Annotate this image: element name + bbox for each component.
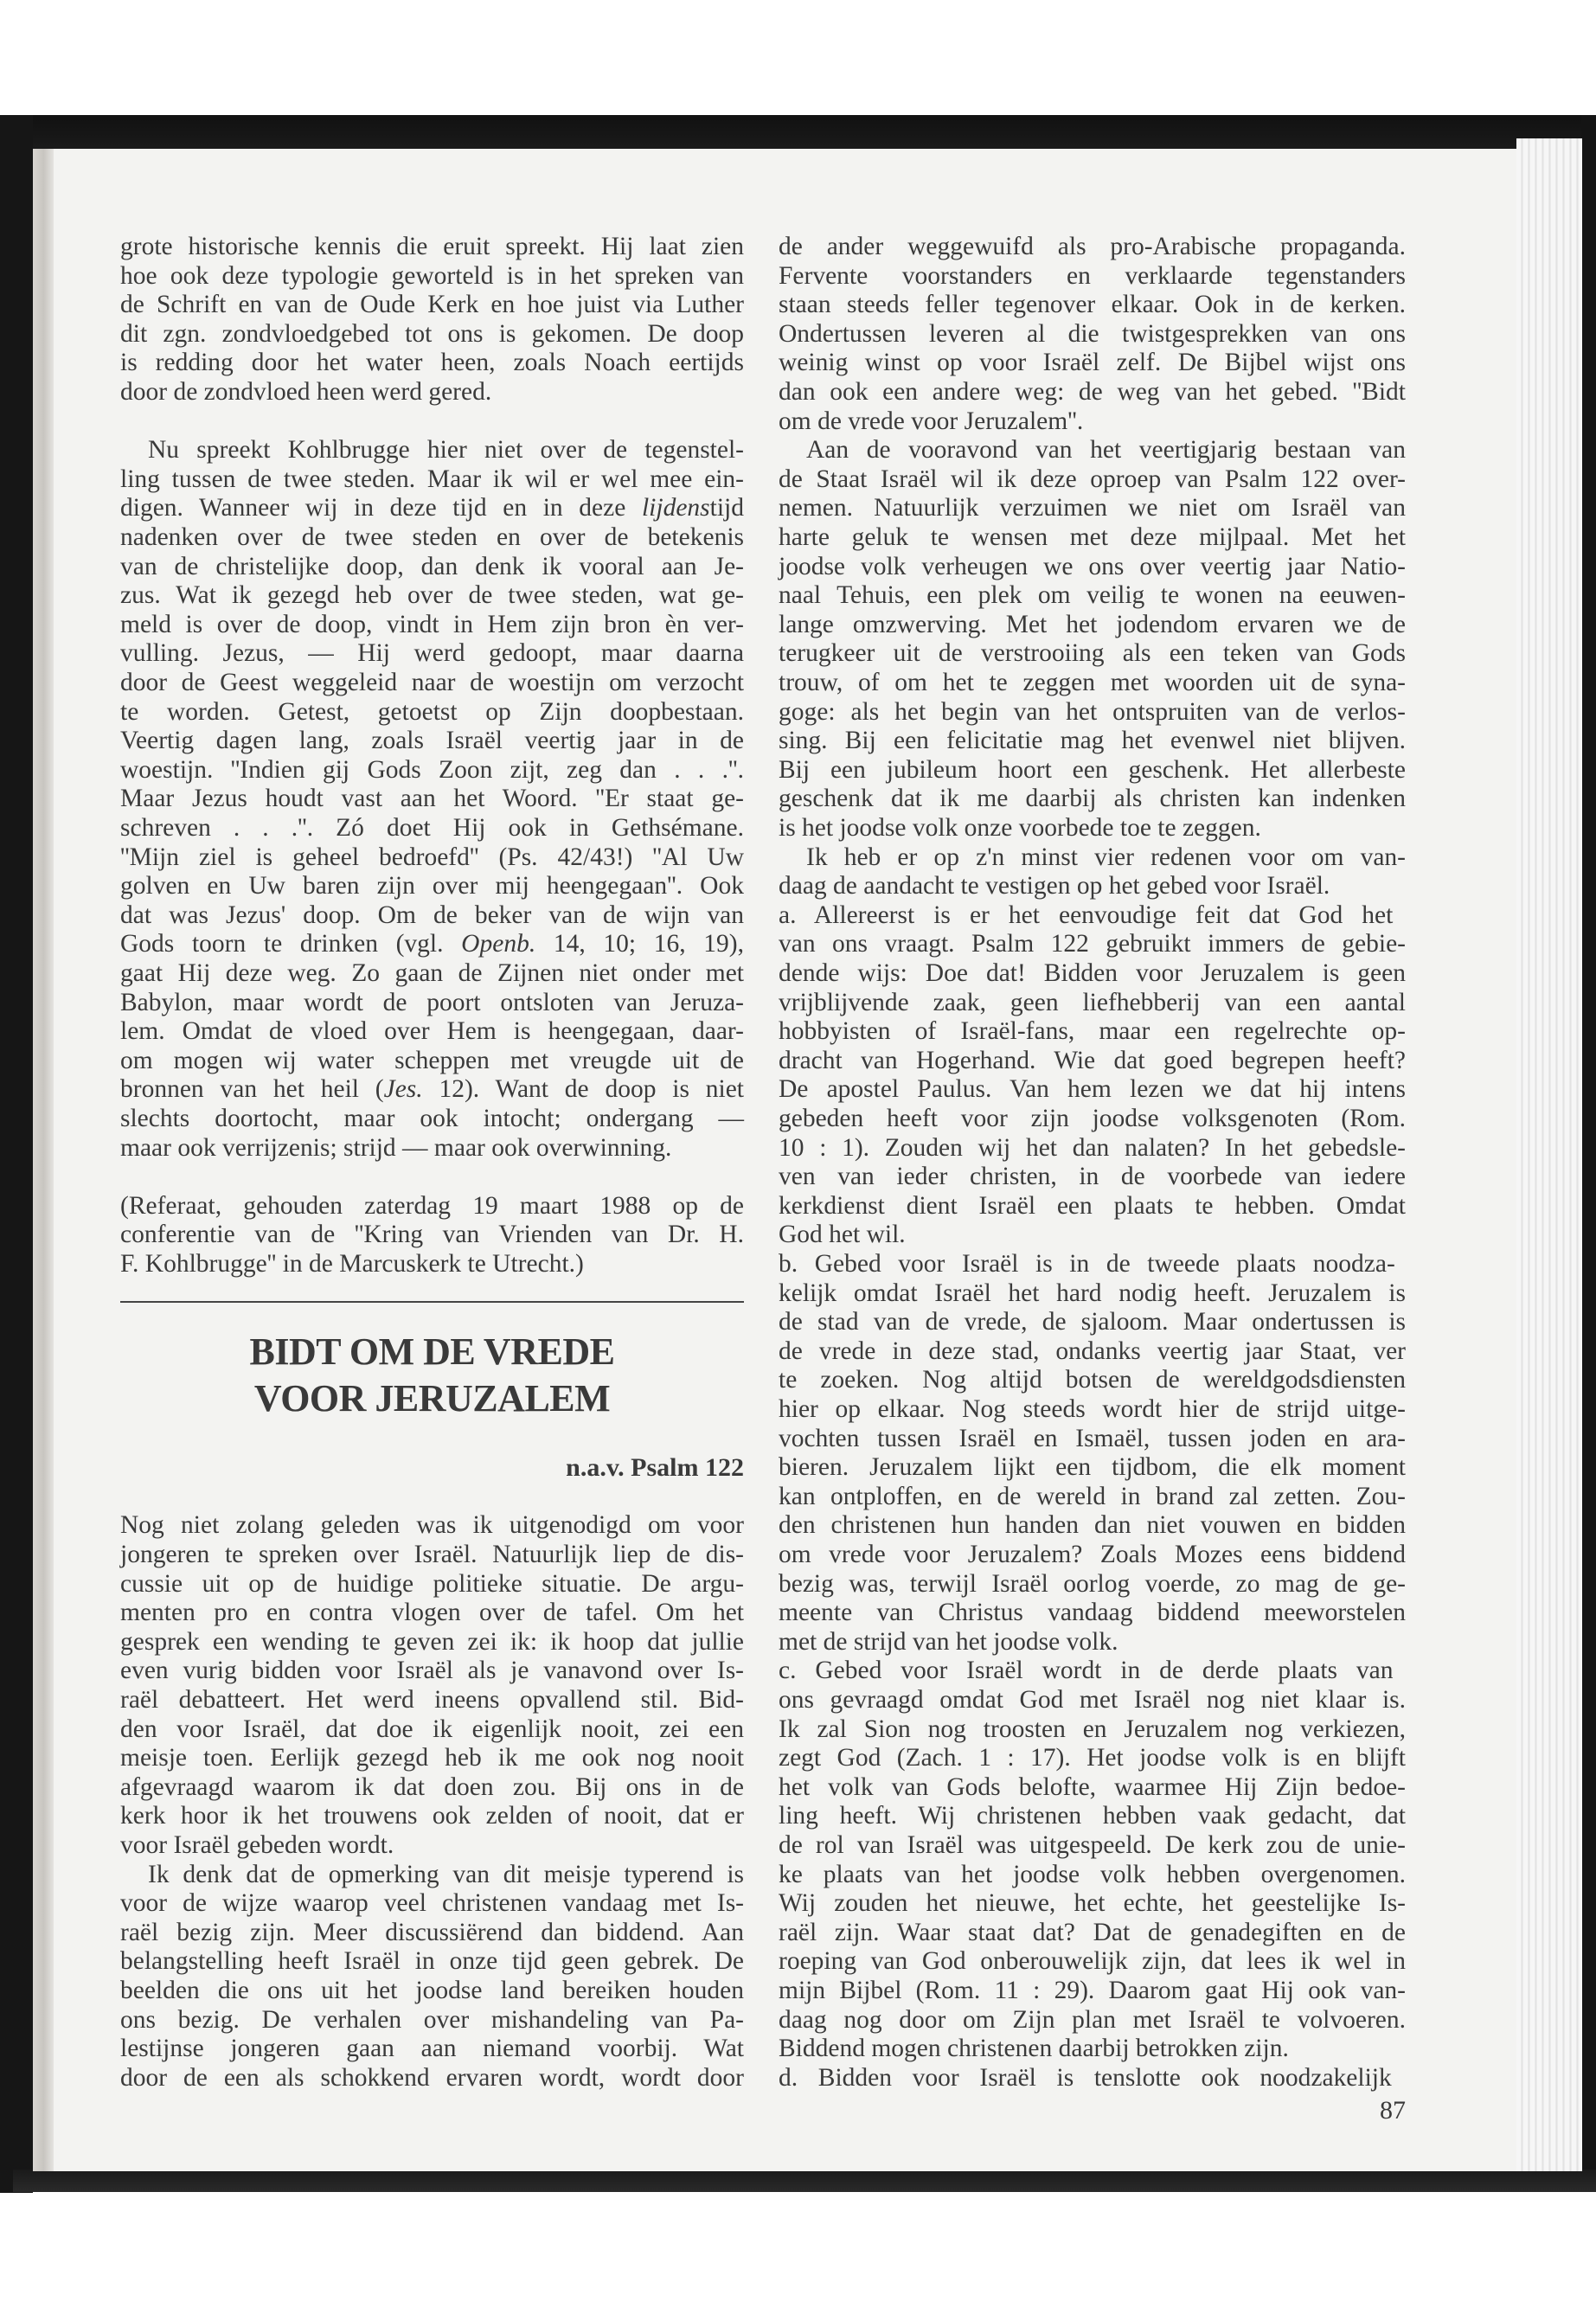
text-line [120,1540,744,1569]
text-line [120,1046,744,1075]
line-text: cussie uit op de huidige politieke situatie. De argu- [120,1569,744,1598]
text-line [120,1627,744,1657]
text-line [779,2005,1406,2035]
text-line [120,465,744,494]
line-text: Ik heb er op z'n minst vier redenen voor om van- [806,843,1406,871]
text-line [779,1772,1406,1802]
text-line [779,1685,1406,1715]
line-text: door de Geest weggeleid naar de woestijn om verzocht [120,669,744,696]
text-line [779,1510,1406,1540]
line-text: vrijblijvende zaak, geen liefhebberij van een aantal [779,988,1406,1016]
text-line [120,1801,744,1830]
line-text: harte geluk te wensen met deze mijlpaal. Met het [779,523,1406,551]
text-line [120,1220,744,1249]
line-text: kan ontploffen, en de wereld in brand zal zetten. Zou- [779,1482,1406,1510]
line-text: staan steeds feller tegenover elkaar. Ook in de kerken. [779,291,1406,319]
text-line [120,1743,744,1772]
line-text: de rol van Israël was uitgespeeld. De kerk zou de unie- [779,1831,1406,1859]
line-text: even vurig bidden voor Israël als je vanavond over Is- [120,1657,744,1685]
line-text: nadenken over de twee steden en over de betekenis [120,523,744,551]
line-text: Nu spreekt Kohlbrugge hier niet over de tegenstel- [148,436,744,465]
text-line [779,377,1406,407]
text-line [120,1104,744,1133]
text-line [779,493,1406,522]
text-line [779,348,1406,377]
text-line [120,552,744,581]
line-text: Ik denk dat de opmerking van dit meisje typerend is [148,1860,744,1888]
text-line [779,1715,1406,1744]
text-line [120,843,744,872]
text-line [779,755,1406,785]
text-line [779,2034,1406,2063]
text-line [779,668,1406,697]
line-text: kelijk omdat Israël het hard nodig heeft. Jeruzalem is [779,1279,1406,1307]
line-text: ven van ieder christen, in de voorbede van iedere [779,1163,1406,1191]
text-line [779,901,1406,930]
line-text: meisje toen. Eerlijk gezegd heb ik me ook nog nooit [120,1744,744,1772]
text-line [779,1307,1406,1336]
text-line [120,1510,744,1540]
text-line [120,1685,744,1715]
line-text: kerk hoor ik het trouwens ook zelden of nooit, dat er [120,1802,744,1830]
line-text: Babylon, maar wordt de poort ontsloten van Jeruza- [120,988,744,1016]
article-title-line-1: BIDT OM DE VREDE [249,1330,615,1373]
text-line [779,1801,1406,1830]
text-line [779,1394,1406,1424]
text-line [779,610,1406,639]
line-text: om mogen wij water scheppen met vreugde uit de [120,1046,744,1074]
line-text: om vrede voor Jeruzalem? Zoals Mozes eens biddend [779,1541,1406,1568]
line-text: woestijn. ''Indien gij Gods Zoon zijt, zeg dan . . .''. [120,755,744,784]
text-line [120,1976,744,2005]
text-line [120,958,744,988]
text-line [779,552,1406,581]
text-line [779,465,1406,494]
line-text: de Staat Israël wil ik deze oproep van Psalm 122 over- [779,465,1406,493]
line-text: Ondertussen leveren al die twistgesprekken van ons [779,319,1406,348]
text-line [120,348,744,377]
text-line [779,319,1406,349]
text-line [779,1336,1406,1366]
line-text: door de een als schokkend ervaren wordt, wordt door [120,2063,744,2092]
text-line [120,1249,744,1279]
section-divider [120,1301,744,1303]
text-line [779,261,1406,291]
line-text: Aan de vooravond van het veertigjarig bestaan van [806,436,1406,465]
page-number: 87 [1380,2096,1406,2125]
line-text: roeping van God onberouwelijk zijn, dat lees ik wel in [779,1947,1406,1976]
book-gutter [33,149,54,2171]
line-text: God het wil. [779,1221,906,1249]
line-text: hobbyisten of Israël-fans, maar een regelrechte op- [779,1017,1406,1046]
text-line [120,1946,744,1976]
line-text: terugkeer uit de verstrooiing als een teken van Gods [779,639,1406,668]
line-text: ke plaats van het joodse volk hebben overgenomen. [779,1860,1406,1888]
line-text: conferentie van de ''Kring van Vrienden van Dr. H. [120,1221,744,1249]
text-line [120,319,744,349]
text-line [779,1046,1406,1075]
line-text: voor de wijze waarop veel christenen vandaag met Is- [120,1889,744,1918]
line-text: te worden. Getest, getoetst op Zijn doopbestaan. [120,697,744,726]
line-text: ''Mijn ziel is geheel bedroefd'' (Ps. 42/43!) ''Al Uw [120,843,744,871]
line-text: F. Kohlbrugge'' in de Marcuskerk te Utrecht.) [120,1250,584,1278]
text-line [120,2063,744,2093]
line-text: raël zijn. Waar staat dat? Dat de genadegiften en de [779,1918,1406,1946]
text-line [779,726,1406,755]
text-line [779,1569,1406,1599]
text-line [779,1627,1406,1657]
line-text: ling heeft. Wij christenen hebben vaak gedacht, dat [779,1802,1406,1830]
line-text: afgevraagd waarom ik dat doen zou. Bij ons in de [120,1772,744,1801]
text-line [779,1860,1406,1889]
line-text: bezig was, terwijl Israël oorlog voerde, zo mag de ge- [779,1569,1406,1598]
text-line [120,1016,744,1046]
line-text: b. Gebed voor Israël is in de tweede plaats noodza- [779,1250,1395,1278]
text-line [120,1918,744,1947]
line-text: is redding door het water heen, zoals Noach eertijds [120,349,744,377]
line-text: gaat Hij deze weg. Zo gaan de Zijnen niet onder met [120,959,744,987]
line-text: gesprek een wending te geven zei ik: ik hoop dat jullie [120,1627,744,1656]
text-line [779,1976,1406,2005]
line-text [120,494,744,522]
text-line [779,1279,1406,1308]
text-line [120,522,744,552]
line-text: grote historische kennis die eruit spreekt. Hij laat zien [120,233,744,260]
line-text: met de strijd van het joodse volk. [779,1627,1118,1656]
text-line [779,232,1406,261]
text-line [779,1191,1406,1221]
line-text: ons bezig. De verhalen over mishandeling van Pa- [120,2005,744,2034]
text-line [779,1743,1406,1772]
line-text: hoe ook deze typologie geworteld is in het spreken van [120,261,744,290]
line-text: de stad van de vrede, de sjaloom. Maar ondertussen is [779,1308,1406,1336]
line-text: Veertig dagen lang, zoals Israël veertig jaar in de [120,727,744,755]
text-line [120,929,744,958]
text-segment: bronnen van het heil ( [120,1075,384,1104]
article-title-line-2: VOOR JERUZALEM [253,1377,611,1420]
text-line [120,1133,744,1163]
text-segment: digen. Wanneer wij in deze tijd en in deze [120,494,642,522]
text-line [120,1888,744,1918]
line-text: a. Allereerst is er het eenvoudige feit dat God het [779,901,1394,929]
text-line [779,1452,1406,1482]
text-line [120,871,744,901]
text-line [120,580,744,610]
text-line [120,668,744,697]
line-text: door de zondvloed heen werd gered. [120,378,492,406]
text-line [120,1715,744,1744]
text-line [120,697,744,727]
line-text: raël bezig zijn. Meer discussiërend dan biddend. Aan [120,1918,744,1946]
italic-text: lijdens [641,494,710,522]
italic-text: Openb. [461,930,536,958]
line-text: Wij zouden het nieuwe, het echte, het geestelijke Is- [779,1889,1406,1918]
line-text: joodse volk verheugen we ons over veertig jaar Natio- [779,552,1406,580]
text-line [148,435,744,465]
line-text: dat was Jezus' doop. Om de beker van de wijn van [120,901,744,929]
line-text: den voor Israël, dat doe ik eigenlijk nooit, zei een [120,1715,744,1743]
scan-border-left [0,115,33,2193]
line-text: zus. Wat ik gezegd heb over de twee steden, wat ge- [120,581,744,610]
text-line [120,290,744,319]
text-line [779,929,1406,958]
text-line [120,377,744,407]
text-line [120,2005,744,2035]
line-text: goge: als het begin van het ontspruiten van de verlos- [779,697,1406,726]
text-line [779,1074,1406,1104]
text-line [120,493,744,522]
text-line [120,1772,744,1802]
text-line [779,1598,1406,1627]
line-text: sing. Bij een felicitatie mag het evenwel niet blijven. [779,727,1406,755]
text-line [779,580,1406,610]
line-text: van de christelijke doop, dan denk ik vooral aan Je- [120,552,744,580]
scan-border-right [1581,115,1596,2187]
line-text: het volk van Gods belofte, waarmee Hij Zijn bedoe- [779,1772,1406,1801]
text-line [120,1074,744,1104]
line-text: de Schrift en van de Oude Kerk en hoe juist via Luther [120,291,744,319]
text-line [120,988,744,1017]
text-line [120,610,744,639]
text-line [779,1888,1406,1918]
text-line [120,638,744,668]
text-line [120,261,744,291]
text-line [779,522,1406,552]
text-line [779,1540,1406,1569]
text-segment: 14, 10; 16, 19), [535,930,744,958]
line-text: ling tussen de twee steden. Maar ik wil er wel mee ein- [120,465,744,493]
text-line [779,813,1406,843]
text-line [779,407,1406,436]
line-text: maar ook verrijzenis; strijd — maar ook overwinning. [120,1133,672,1162]
text-line [779,2063,1406,2093]
line-text: om de vrede voor Jeruzalem''. [779,407,1084,435]
line-text: Bij een jubileum hoort een geschenk. Het allerbeste [779,755,1406,784]
line-text: beelden die ons uit het joodse land bereiken houden [120,1977,744,2004]
line-text [120,930,744,958]
line-text: bieren. Jeruzalem lijkt een tijdbom, die elk moment [779,1453,1406,1482]
line-text: mijn Bijbel (Rom. 11 : 29). Daarom gaat Hij ook van- [779,1977,1406,2004]
line-text: Fervente voorstanders en verklaarde tegenstanders [779,261,1406,290]
text-line [779,871,1406,901]
text-line [120,1598,744,1627]
line-text: kerkdienst dient Israël een plaats te hebben. Omdat [779,1191,1406,1220]
line-text: dracht van Hogerhand. Wie dat goed begrepen heeft? [779,1046,1406,1074]
line-text: van ons vraagt. Psalm 122 gebruikt immers de gebie- [779,930,1406,958]
text-line [806,435,1406,465]
line-text: raël debatteert. Het werd ineens opvallend stil. Bid- [120,1686,744,1714]
text-line [779,697,1406,727]
text-line [120,813,744,843]
line-text: nemen. Natuurlijk verzuimen we niet om Israël van [779,494,1406,522]
line-text: schreven . . .''. Zó doet Hij ook in Gethsémane. [120,814,744,842]
line-text: lestijnse jongeren gaan aan niemand voorbij. Wat [120,2035,744,2063]
text-line [779,958,1406,988]
text-line [779,1249,1406,1279]
text-line [120,2034,744,2063]
line-text: jongeren te spreken over Israël. Natuurlijk liep de dis- [120,1541,744,1568]
line-text: trouw, of om het te zeggen met woorden uit de syna- [779,669,1406,696]
italic-text: Jes. [383,1075,423,1104]
line-text: meente van Christus vandaag biddend meeworstelen [779,1599,1406,1627]
text-line [779,1133,1406,1163]
text-line [120,1569,744,1599]
line-text: voor Israël gebeden wordt. [120,1831,394,1859]
text-line [779,1016,1406,1046]
line-text: Nog niet zolang geleden was ik uitgenodigd om voor [120,1511,744,1540]
line-text: Ik zal Sion nog troosten en Jeruzalem nog verkiezen, [779,1715,1406,1743]
line-text: 10 : 1). Zouden wij het dan nalaten? In het gebedsle- [779,1133,1406,1162]
line-text: ons gevraagd omdat God met Israël nog niet klaar is. [779,1686,1406,1714]
text-line [779,1918,1406,1947]
text-segment: Gods toorn te drinken (vgl. [120,930,462,958]
text-line [779,1365,1406,1394]
line-text: zegt God (Zach. 1 : 17). Het joodse volk is en blijft [779,1744,1406,1772]
text-line [779,290,1406,319]
text-line [120,1191,744,1221]
line-text: lem. Omdat de vloed over Hem is heengegaan, daar- [120,1017,744,1046]
page-edge-stack [1516,138,1582,2171]
line-text: De apostel Paulus. Van hem lezen we dat hij intens [779,1075,1406,1104]
text-line [148,1860,744,1889]
line-text: daag nog door om Zijn plan met Israël te volvoeren. [779,2005,1406,2034]
text-line [779,1162,1406,1191]
line-text: Maar Jezus houdt vast aan het Woord. ''Er staat ge- [120,785,744,813]
text-line [120,1830,744,1860]
text-line [120,755,744,785]
line-text: Biddend mogen christenen daarbij betrokken zijn. [779,2035,1289,2063]
text-segment: 12). Want de doop is niet [422,1075,744,1104]
line-text: geschenk dat ik me daarbij als christen kan indenken [779,785,1406,813]
line-text: dit zgn. zondvloedgebed tot ons is gekomen. De doop [120,319,744,348]
line-text: weinig winst op voor Israël zelf. De Bijbel wijst ons [779,349,1406,377]
line-text [120,1075,744,1103]
line-text: gebeden heeft voor zijn joodse volksgenoten (Rom. [779,1105,1406,1132]
line-text: c. Gebed voor Israël wordt in de derde plaats van [779,1657,1394,1685]
text-line [779,1946,1406,1976]
line-text: hier op elkaar. Nog steeds wordt hier de strijd uitge- [779,1395,1406,1423]
line-text: is het joodse volk onze voorbede toe te zeggen. [779,814,1261,842]
scan-border-bottom [13,2170,1596,2192]
line-text: menten pro en contra vlogen over de tafel. Om het [120,1599,744,1627]
line-text: dan ook een andere weg: de weg van het gebed. ''Bidt [779,378,1406,406]
text-line [120,726,744,755]
text-line [120,1656,744,1685]
text-line [120,232,744,261]
text-line [779,1104,1406,1133]
text-line [779,784,1406,813]
text-line [779,1482,1406,1511]
line-text: de vrede in deze stad, ondanks veertig jaar Staat, ver [779,1336,1406,1365]
line-text: vochten tussen Israël en Ismaël, tussen joden en ara- [779,1424,1406,1452]
text-line [120,901,744,930]
text-line [120,784,744,813]
text-line [779,1220,1406,1249]
line-text: slechts doortocht, maar ook intocht; ondergang — [120,1105,744,1132]
line-text: vulling. Jezus, — Hij werd gedoopt, maar daarna [120,639,744,668]
text-line [779,1830,1406,1860]
line-text: d. Bidden voor Israël is tenslotte ook noodzakelijk [779,2063,1392,2092]
text-line [779,638,1406,668]
line-text: belangstelling heeft Israël in onze tijd geen gebrek. De [120,1947,744,1976]
text-segment: tijd [709,494,744,522]
line-text: te zoeken. Nog altijd botsen de wereldgodsdiensten [779,1366,1406,1394]
line-text: lange omzwerving. Met het jodendom ervaren we de [779,610,1406,638]
line-text: meld is over de doop, vindt in Hem zijn bron èn ver- [120,610,744,638]
text-line [779,1656,1406,1685]
line-text: (Referaat, gehouden zaterdag 19 maart 1988 op de [120,1191,744,1220]
line-text: de ander weggewuifd als pro-Arabische propaganda. [779,233,1406,260]
text-line [779,1424,1406,1453]
article-subtitle: n.a.v. Psalm 122 [566,1453,744,1482]
line-text: dende wijs: Doe dat! Bidden voor Jeruzalem is geen [779,959,1406,987]
line-text: naal Tehuis, een plek om veilig te wonen na eeuwen- [779,581,1406,610]
line-text: golven en Uw baren zijn over mij heengegaan''. Ook [120,872,744,901]
line-text: daag de aandacht te vestigen op het gebed voor Israël. [779,872,1330,901]
text-line [806,843,1406,872]
line-text: den christenen hun handen dan niet vouwen en bidden [779,1511,1406,1540]
text-line [779,988,1406,1017]
